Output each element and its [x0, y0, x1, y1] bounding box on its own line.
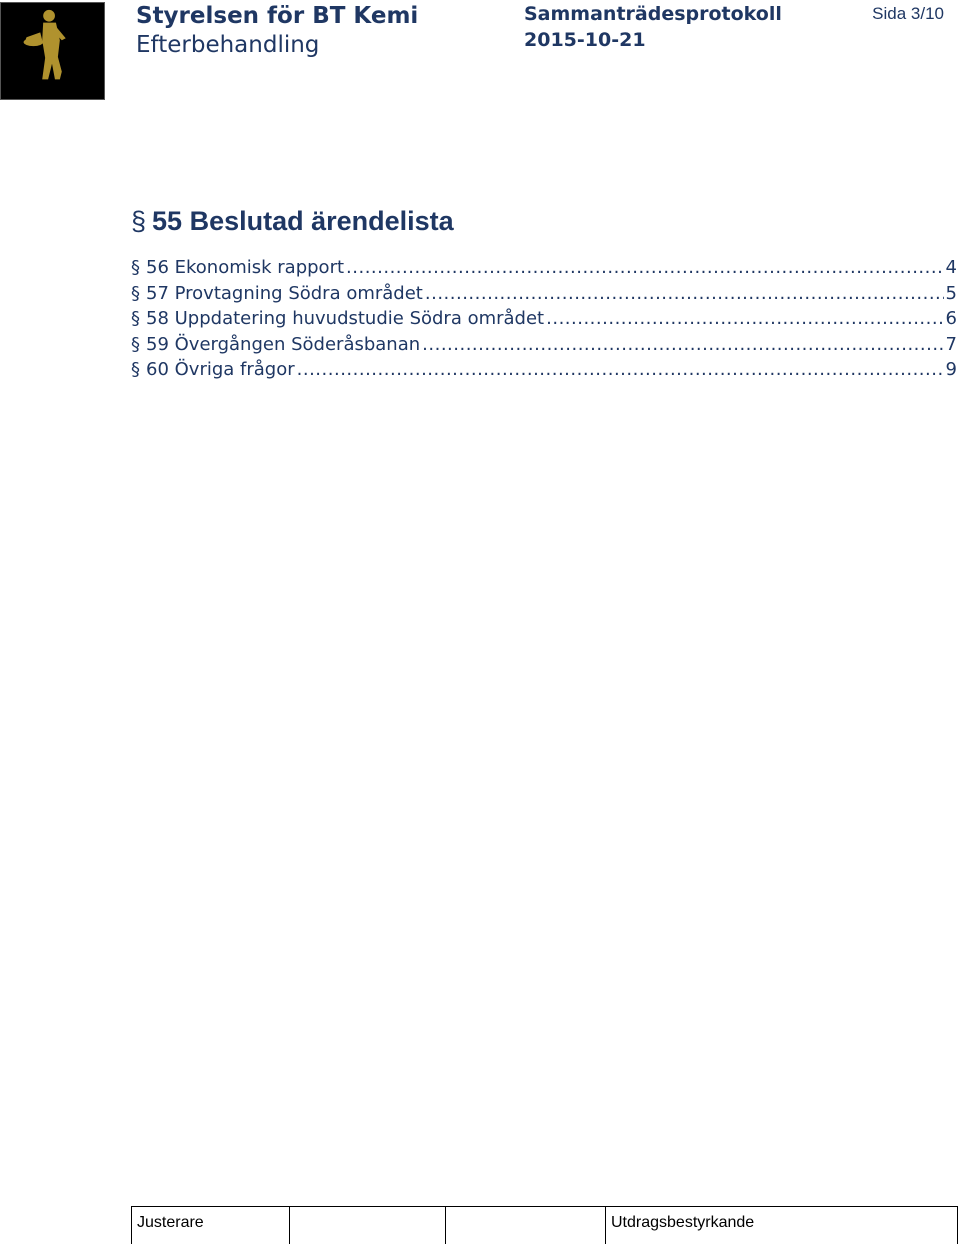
agenda-item-label: 57 Provtagning Södra området	[146, 282, 423, 304]
page-number: Sida 3/10	[872, 4, 944, 23]
signature-footer	[131, 1206, 958, 1244]
agenda-list	[131, 257, 957, 385]
agenda-item-page: 9	[945, 359, 957, 380]
section-symbol: §	[131, 206, 147, 236]
utdragsbestyrkande-label: Utdragsbestyrkande	[605, 1207, 958, 1244]
agenda-item-label: 56 Ekonomisk rapport	[146, 257, 345, 278]
agenda-item-page: 5	[945, 282, 957, 304]
section-symbol: §	[131, 257, 140, 278]
agenda-item-label: 58 Uppdatering huvudstudie Södra området	[146, 308, 545, 329]
municipal-logo	[0, 2, 105, 100]
section-heading	[131, 208, 454, 235]
justerare-label: Justerare	[131, 1207, 289, 1244]
dot-leader	[425, 283, 944, 304]
agenda-item[interactable]	[131, 283, 957, 309]
section-symbol: §	[131, 333, 140, 355]
agenda-item-label: 59 Övergången Söderåsbanan	[146, 333, 421, 355]
section-symbol: §	[131, 308, 140, 329]
organization-name: Styrelsen för BT Kemi	[136, 3, 419, 29]
agenda-item[interactable]	[131, 334, 957, 360]
agenda-item-label: 60 Övriga frågor	[146, 359, 295, 380]
dot-leader	[422, 334, 943, 355]
dot-leader	[297, 359, 944, 380]
protocol-type: Sammanträdesprotokoll	[524, 3, 782, 25]
meeting-date: 2015-10-21	[524, 29, 646, 51]
signature-box	[289, 1207, 445, 1244]
signature-box	[445, 1207, 605, 1244]
agenda-item[interactable]	[131, 257, 957, 283]
section-symbol: §	[131, 359, 140, 380]
dot-leader	[346, 257, 944, 278]
agenda-item[interactable]	[131, 308, 957, 334]
section-symbol: §	[131, 282, 140, 304]
dot-leader	[546, 308, 943, 329]
agenda-item-page: 4	[945, 257, 957, 278]
section-title: 55 Beslutad ärendelista	[152, 206, 454, 236]
document-subtitle: Efterbehandling	[136, 32, 320, 58]
agenda-item[interactable]	[131, 359, 957, 385]
agenda-item-page: 7	[945, 333, 957, 355]
agenda-item-page: 6	[945, 308, 957, 329]
sower-figure-icon	[1, 3, 104, 99]
